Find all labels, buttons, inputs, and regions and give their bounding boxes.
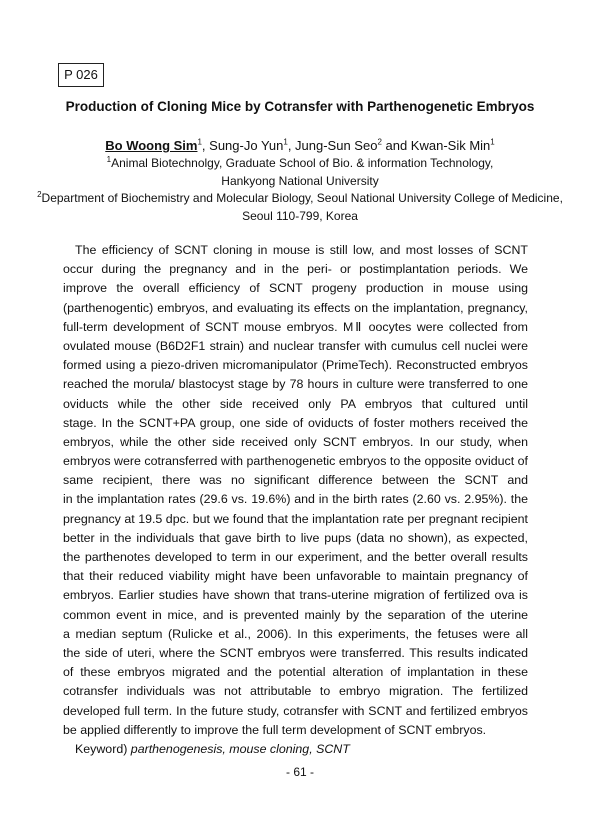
abstract-line: ovulated mouse (B6D2F1 strain) and nuclear transfer with cumulus cell nuclei were [63, 338, 528, 353]
author-name: , Sung-Jo Yun [201, 138, 284, 153]
poster-code-box [58, 63, 104, 87]
abstract-line: the side of uteri, where the SCNT embryos were transferred. This results indicated [63, 645, 528, 660]
author-affil-mark: 2 [377, 137, 382, 147]
abstract-body [63, 241, 528, 759]
abstract-line: cotransfer individuals was not attributable to embryo migration. The fertilized [63, 684, 528, 699]
abstract-line: better in the individuals that gave birth to live pups (data no shown), as expected, [63, 530, 528, 545]
poster-code: P 026 [64, 67, 98, 82]
abstract-line: occur during the pregnancy and in the peri- or postimplantation periods. We [63, 262, 528, 277]
abstract-line: same recipient, there was no significant difference between the SCNT and [63, 473, 528, 488]
abstract-line: reached the morula/ blastocyst stage by 78 hours in culture were transferred to one [63, 377, 528, 392]
page-number: - 61 - [285, 765, 314, 779]
abstract-line: of these embryos migrated and the potential alteration of implantation in these [63, 665, 528, 680]
abstract-line: full-term development of SCNT mouse embryos. MⅡ oocytes were collected from [63, 319, 528, 334]
abstract-line: embryos. Earlier studies have shown that trans-uterine migration of fertilized ova is [63, 588, 528, 603]
abstract-line: oviducts while the other side received only PA embryos that cultured until [63, 396, 528, 411]
affil-2-mark: 2 [37, 190, 42, 199]
abstract-line: The efficiency of SCNT cloning in mouse is still low, and most losses of SCNT [75, 243, 528, 257]
abstract-line: (parthenogentic) embryos, and evaluating its effects on the implantation, pregnancy, [63, 300, 528, 315]
author-affil-mark: 1 [490, 137, 495, 147]
author-name: , Jung-Sun Seo [287, 138, 378, 153]
abstract-line: pregnancy at 19.5 dpc. but we found that the implantation rate per pregnant recipient [63, 511, 528, 526]
paper-title: Production of Cloning Mice by Cotransfer with Parthenogenetic Embryos [65, 99, 535, 114]
abstract-line: improve the overall efficiency of SCNT progeny production in mouse using [63, 281, 528, 296]
affil-1-mark: 1 [106, 155, 112, 164]
abstract-line: developed full term. In the future study, cotransfer with SCNT and fertilized embryos [63, 703, 528, 718]
keyword-line [63, 740, 528, 759]
abstract-line: that their reduced viability might have been unfavorable to maintain pregnancy of [63, 569, 528, 584]
affil-1-text: Animal Biotechnolgy, Graduate School of Bio. & information Technology, [111, 156, 494, 170]
lead-author: Bo Woong Sim [105, 138, 198, 153]
abstract-line: in the implantation rates (29.6 vs. 19.6%) and in the birth rates (2.60 vs. 2.95%). the [63, 492, 528, 507]
abstract-line: embryos were cotransferred with parthenogenetic embryos to the opposite oviduct of [63, 454, 528, 469]
author-name: and Kwan-Sik Min [381, 138, 491, 153]
abstract-line: common event in mice, and is prevented mainly by the separation of the uterine [63, 607, 528, 622]
abstract-line: the parthenotes developed to term in our experiment, and the better overall results [63, 550, 528, 564]
affiliation-2-line-1 [0, 191, 600, 205]
abstract-line: embryos, while the other side received only SCNT embryos. In our study, when [63, 434, 528, 449]
abstract-line: formed using a piezo-driven micromanipulator (PrimeTech). Reconstructed embryos [63, 358, 528, 373]
affil-2-text: Department of Biochemistry and Molecular Biology, Seoul National University College of Medicine, [41, 191, 563, 205]
keyword-terms: parthenogenesis, mouse cloning, SCNT [130, 741, 350, 756]
author-affil-mark: 1 [283, 137, 288, 147]
abstract-line: be applied differently to improve the full term development of SCNT embryos. [63, 722, 487, 737]
lead-author-affil-mark: 1 [197, 137, 202, 147]
author-line [0, 138, 600, 153]
abstract-line: stage. In the SCNT+PA group, one side of oviducts of foster mothers received the [63, 415, 528, 430]
affiliation-1-line-2: Hankyong National University [221, 174, 379, 188]
affiliation-1-line-1 [0, 156, 600, 170]
abstract-line: a median septum (Rulicke et al., 2006). In this experiments, the fetuses were all [63, 626, 528, 641]
affiliation-2-line-2: Seoul 110-799, Korea [242, 209, 358, 223]
keyword-label: Keyword) [75, 741, 128, 756]
